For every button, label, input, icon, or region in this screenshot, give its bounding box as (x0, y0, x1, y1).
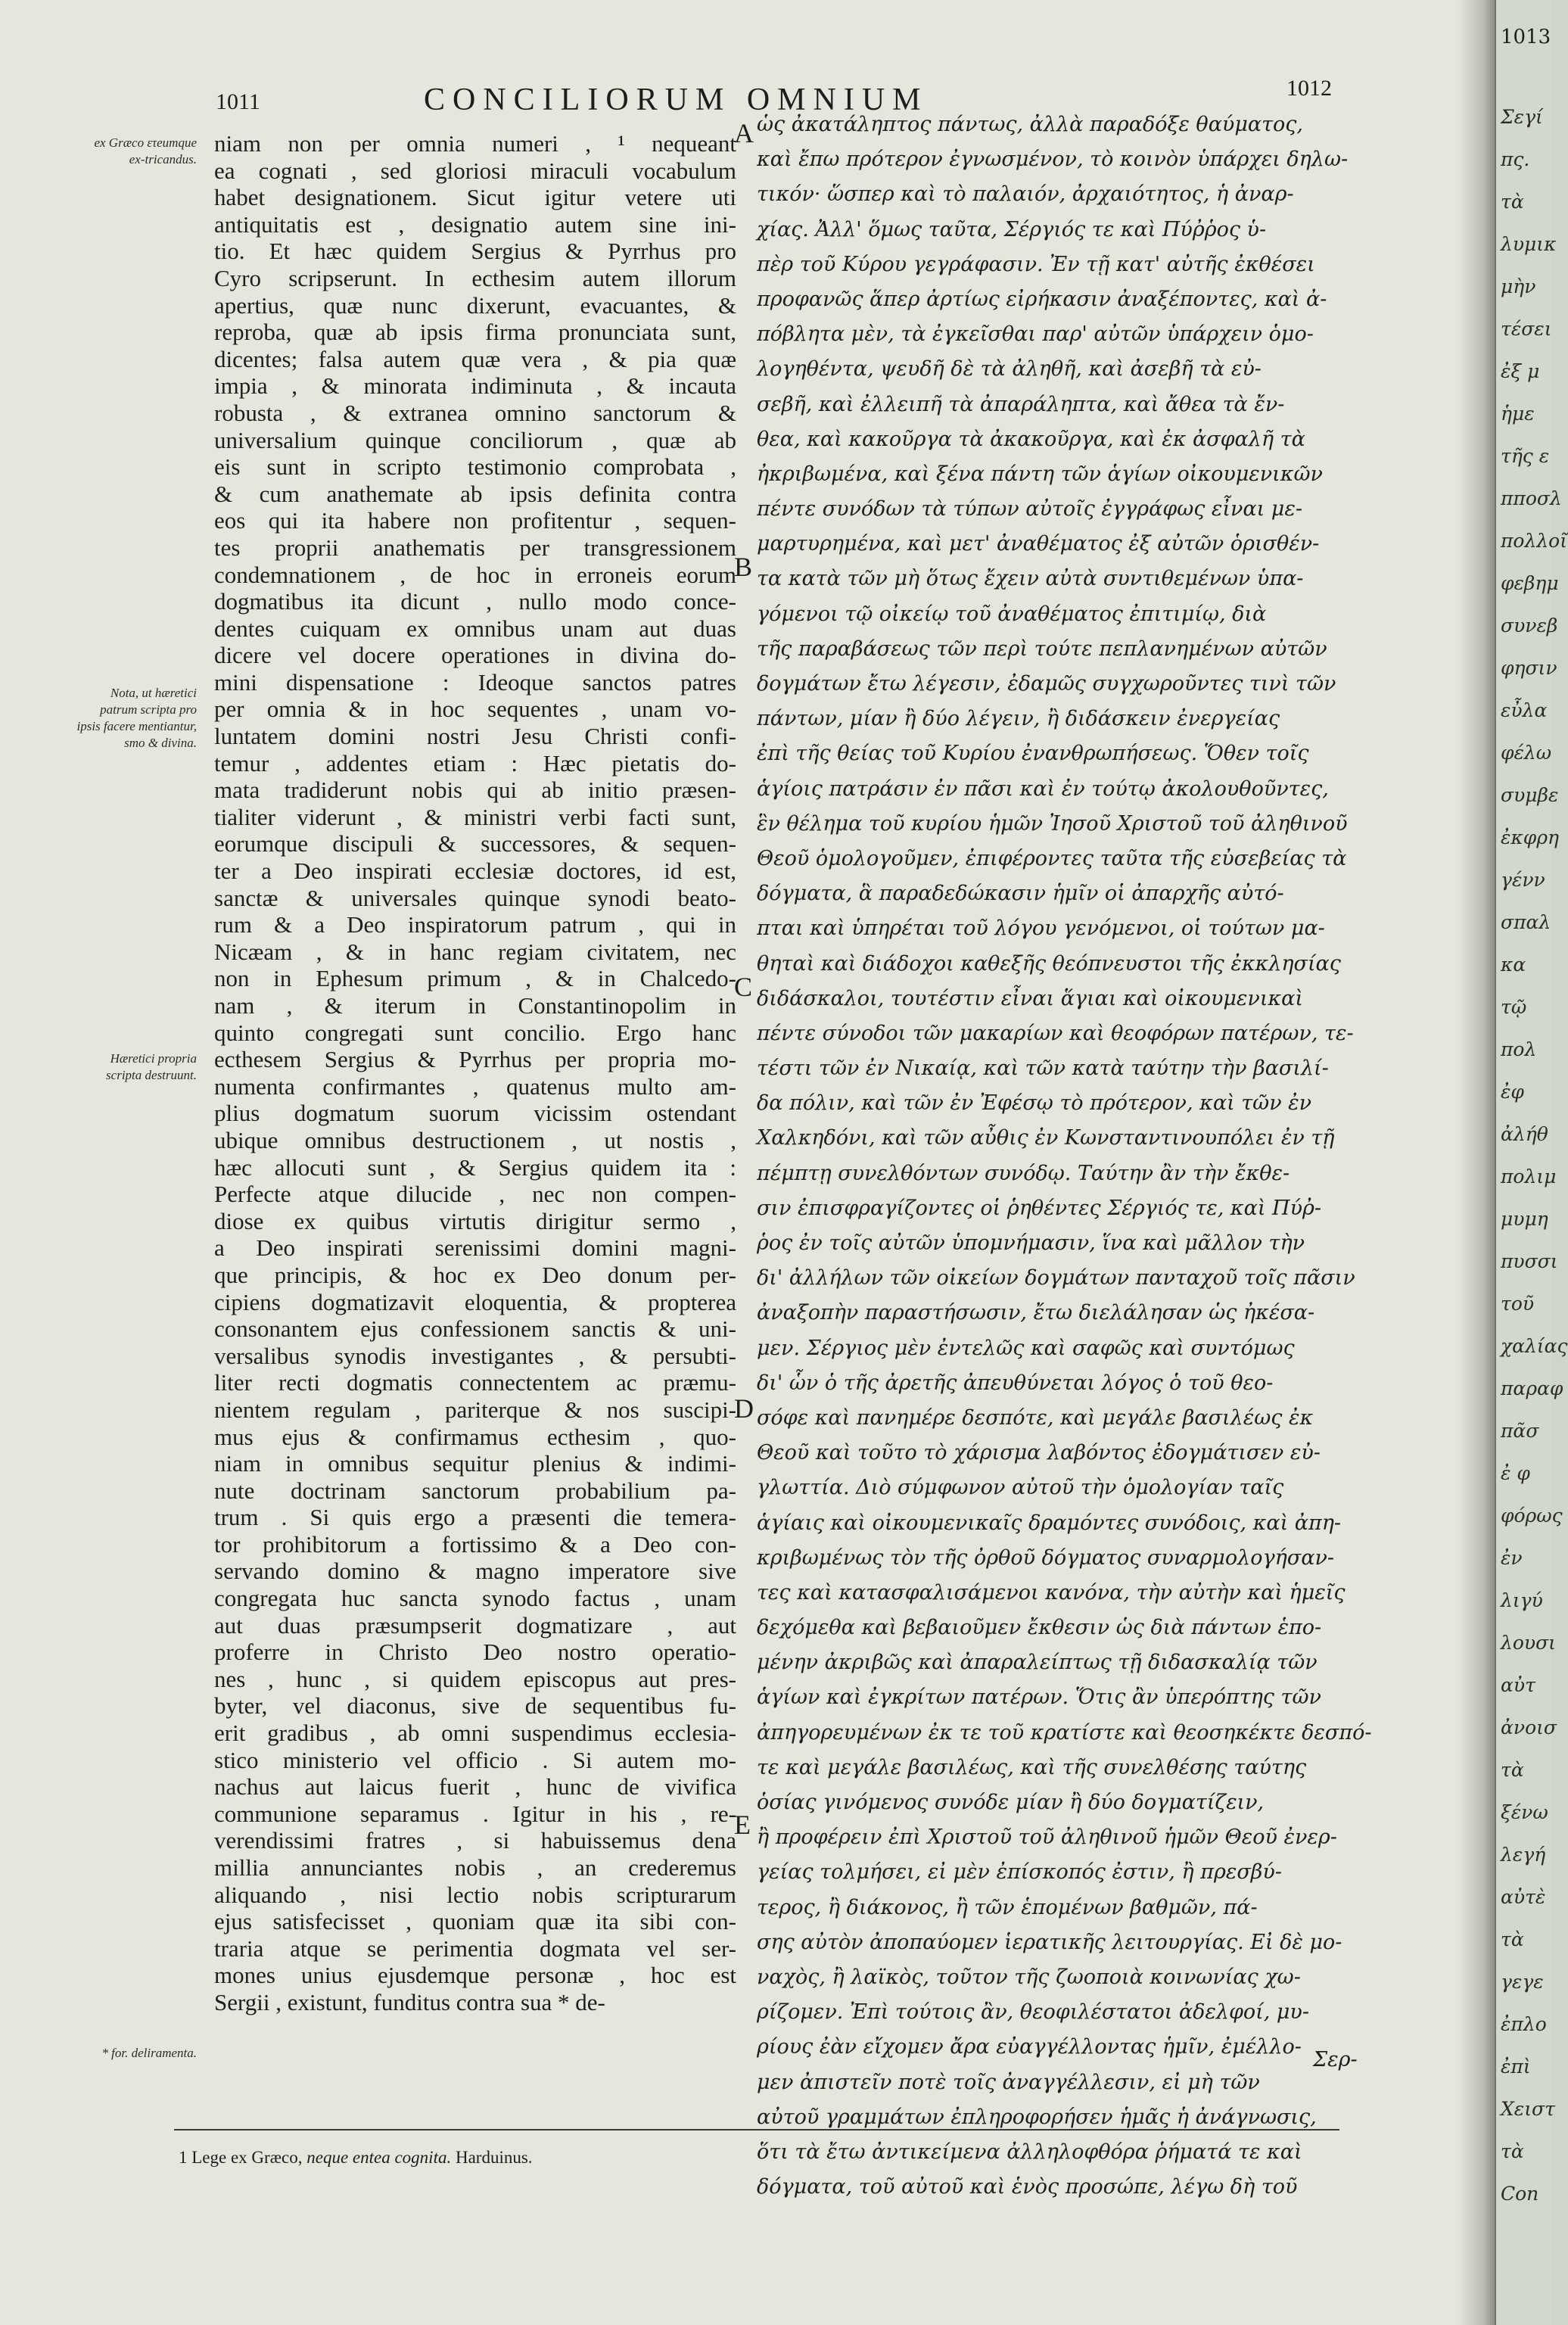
greek-line: ἓν θέλημα τοῦ κυρίου ἡμῶν Ἰησοῦ Χριστοῦ τοῦ ἀληθινοῦ (757, 811, 1348, 836)
latin-line: ter a Deo inspirati ecclesiæ doctores, id est, (214, 857, 736, 885)
greek-line: Χαλκηδόνι, καὶ τῶν αὖθις ἐν Κωνσταντινουπόλει ἐν τῇ (757, 1126, 1335, 1150)
section-marker: D (734, 1393, 754, 1424)
greek-line: ἀναξοπὴν παραστήσωσιν, ἔτω διελάλησαν ὡς ἠκέσα- (757, 1301, 1315, 1325)
latin-text-column (214, 130, 736, 2016)
latin-line: niam in omnibus sequitur plenius & indimi- (214, 1450, 736, 1477)
latin-line: eis sunt in scripto testimonio comprobata , (214, 453, 736, 481)
latin-line: millia annunciantes nobis , an crederemus (214, 1854, 736, 1881)
next-page-fragment: ἐπὶ (1501, 2056, 1531, 2078)
latin-line: aliquando , nisi lectio nobis scripturarum (214, 1881, 736, 1908)
latin-line: tes proprii anathematis per transgressionem (214, 534, 736, 561)
latin-line: numenta confirmantes , quatenus multo am- (214, 1072, 736, 1100)
greek-line: τέστι τῶν ἐν Νικαίᾳ, καὶ τῶν κατὰ ταύτην τὴν βασιλί- (757, 1057, 1329, 1081)
latin-line: mini dispensatione : Ideoque sanctos patres (214, 668, 736, 696)
footnote-author: Harduinus. (455, 2148, 533, 2167)
next-page-fragment: πᾶσ (1501, 1420, 1539, 1442)
catchword: Σερ- (1313, 2048, 1358, 2071)
greek-line: σης αὐτὸν ἀποπαύομεν ἱερατικῆς λειτουργίας. Εἰ δὲ μο- (757, 1930, 1342, 1954)
latin-line: dogmatibus ita dicunt , nullo modo conce- (214, 588, 736, 615)
greek-line: ἠκριβωμένα, καὶ ξένα πάντη τῶν ἁγίων οἰκουμενικῶν (757, 462, 1323, 486)
latin-line: & cum anathemate ab ipsis definita contra (214, 480, 736, 507)
latin-line: eorumque discipuli & successores, & sequen- (214, 830, 736, 857)
next-page-fragment: ἐξ μ (1501, 360, 1540, 382)
latin-line: byter, vel diaconus, sive de sequentibus fu- (214, 1692, 736, 1720)
greek-line: δογμάτων ἔτω λέγεσιν, ἐδαμῶς συγχωροῦντες τινὶ τῶν (757, 672, 1336, 696)
latin-line: nachus aut laicus fuerit , hunc de vivifica (214, 1773, 736, 1801)
latin-line: communione separamus . Igitur in his , re- (214, 1800, 736, 1827)
next-page-fragment: γεγε (1501, 1971, 1544, 1993)
next-page-fragment: λυμικ (1501, 233, 1557, 255)
latin-line: dicere vel docere operationes in divina do- (214, 642, 736, 669)
greek-line: γείας τολμήσει, εἰ μὲν ἐπίσκοπός ἐστιν, ἢ πρεσβύ- (757, 1860, 1282, 1885)
greek-line: ρίους ἐὰν εἴχομεν ἄρα εὐαγγέλλοντας ἡμῖν, ἐμέλλο- (757, 2035, 1302, 2059)
greek-line: προφανῶς ἅπερ ἀρτίως εἰρήκασιν ἀναξέποντες, καὶ ἀ- (757, 287, 1327, 311)
greek-line: χίας. Ἀλλ' ὅμως ταῦτα, Σέργιός τε καὶ Πύῤῥος ὑ- (757, 217, 1267, 241)
section-marker: C (734, 972, 753, 1002)
marginal-note: Hæretici propria scripta destruunt. (106, 1051, 197, 1082)
latin-line: erit gradibus , ab omni suspendimus ecclesia- (214, 1720, 736, 1747)
next-page-fragment: τοῦ (1501, 1293, 1535, 1315)
next-page-fragment: μὴν (1501, 275, 1536, 297)
greek-line: αὐτοῦ γραμμάτων ἐπληροφορήσεν ἡμᾶς ἡ ἀνάγνωσις, (757, 2105, 1317, 2129)
greek-line: τῆς παραβάσεως τῶν περὶ τούτε πεπλανημένων αὐτῶν (757, 636, 1327, 661)
latin-line: temur , addentes etiam : Hæc pietatis do- (214, 749, 736, 777)
greek-line: πέμπτῃ συνελθόντων συνόδῳ. Ταύτην ἂν τὴν ἔκθε- (757, 1161, 1290, 1185)
next-page-fragment: λουσι (1501, 1632, 1556, 1654)
next-page-fragment: τῷ (1501, 996, 1527, 1018)
next-page-fragment: Σεγί (1501, 106, 1543, 128)
greek-line: σιν ἐπισφραγίζοντες οἱ ῥηθέντες Σέργιός τε, καὶ Πύῤ- (757, 1196, 1321, 1220)
latin-line: apertius, quæ nunc dixerunt, evacuantes, & (214, 291, 736, 319)
greek-line: Θεοῦ ὁμολογοῦμεν, ἐπιφέροντες ταῦτα τῆς εὐσεβείας τὰ (757, 846, 1347, 870)
greek-line: δι' ἀλλήλων τῶν οἰκείων δογμάτων πανταχοῦ τοῖς πᾶσιν (757, 1266, 1355, 1290)
greek-line: ἐπὶ τῆς θείας τοῦ Κυρίου ἐνανθρωπήσεως. Ὅθεν τοῖς (757, 742, 1309, 766)
next-page-number: 1013 (1501, 26, 1551, 48)
latin-line: rum & a Deo inspiratorum patrum , qui in (214, 911, 736, 938)
latin-line: tio. Et hæc quidem Sergius & Pyrrhus pro (214, 238, 736, 265)
footnote-number: 1 (179, 2148, 188, 2167)
latin-line: luntatem domini nostri Jesu Christi confi- (214, 723, 736, 750)
greek-line: τε καὶ μεγάλε βασιλέως, καὶ τῆς συνελθέσης ταύτης (757, 1755, 1307, 1779)
greek-line: Θεοῦ καὶ τοῦτο τὸ χάρισμα λαβόντος ἐδογμάτισεν εὐ- (757, 1441, 1321, 1465)
latin-line: stico ministerio vel officio . Si autem mo- (214, 1746, 736, 1773)
greek-line: γλωττία. Διὸ σύμφωνον αὐτοῦ τὴν ὁμολογίαν ταῖς (757, 1476, 1284, 1500)
latin-line: a Deo inspirati serenissimi domini magni- (214, 1234, 736, 1262)
next-page-fragment: μυμη (1501, 1208, 1548, 1230)
greek-line: ἁγίοις πατράσιν ἐν πᾶσι καὶ ἐν τούτῳ ἀκολουθοῦντες, (757, 777, 1329, 801)
next-page-fragment: κα (1501, 954, 1526, 976)
section-marker: A (734, 118, 754, 148)
latin-line: hæc allocuti sunt , & Sergius quidem ita : (214, 1153, 736, 1181)
next-page-fragment: τὰ (1501, 191, 1524, 213)
latin-line: mata tradiderunt nobis qui ab initio præsen- (214, 777, 736, 804)
greek-line: θηταὶ καὶ διάδοχοι καθεξῆς θεόπνευστοι τῆς ἐκκλησίας (757, 951, 1341, 976)
greek-line: ἁγίων καὶ ἐγκρίτων πατέρων. Ὅτις ἂν ὑπερόπτης τῶν (757, 1685, 1321, 1710)
greek-line: δόγματα, ἃ παραδεδώκασιν ἡμῖν οἱ ἀπαρχῆς αὐτό- (757, 882, 1284, 906)
latin-line: congregata huc sancta synodo factus , unam (214, 1585, 736, 1612)
next-page-fragment: αὐτ (1501, 1674, 1535, 1696)
latin-line: ubique omnibus destructionem , ut nostis , (214, 1126, 736, 1153)
latin-line: dentes cuiquam ex omnibus unam aut duas (214, 615, 736, 642)
greek-line: ναχὸς, ἢ λαϊκὸς, τοῦτον τῆς ζωοποιὰ κοινωνίας χω- (757, 1965, 1301, 1989)
next-page-fragment: ἀνοισ (1501, 1717, 1557, 1738)
greek-line: κριβωμένως τὸν τῆς ὀρθοῦ δόγματος συναρμολογήσαν- (757, 1545, 1334, 1570)
latin-line: ejus satisfecisset , quoniam quæ ita sibi con- (214, 1908, 736, 1935)
greek-line: σεβῆ, καὶ ἐλλειπῆ τὰ ἀπαράληπτα, καὶ ἄθεα τὰ ἔν- (757, 392, 1285, 416)
greek-line: μεν ἀπιστεῖν ποτὲ τοῖς ἀναγγέλλεσιν, εἰ μὴ τῶν (757, 2070, 1260, 2094)
next-page-fragment: πς. (1501, 148, 1530, 170)
greek-line: ὁσίας γινόμενος συνόδε μίαν ἢ δύο δογματίζειν, (757, 1791, 1265, 1814)
latin-line: proferre in Christo Deo nostro operatio- (214, 1639, 736, 1666)
next-page-fragment: εὖλα (1501, 699, 1548, 721)
latin-line: que principis, & hoc ex Deo donum per- (214, 1261, 736, 1288)
greek-line: μένην ἀκριβῶς καὶ ἀπαραλείπτως τῇ διδασκαλίᾳ τῶν (757, 1651, 1318, 1675)
greek-line: πόβλητα μὲν, τὰ ἐγκεῖσθαι παρ' αὐτῶν ὑπάρχειν ὁμο- (757, 322, 1314, 347)
greek-line: ἁγίαις καὶ οἰκουμενικαῖς δραμόντες συνόδοις, καὶ ἀπη- (757, 1511, 1342, 1535)
latin-line: tor prohibitorum a fortissimo & a Deo con- (214, 1530, 736, 1558)
next-page-fragment: συμβε (1501, 784, 1559, 806)
latin-line: diose ex quibus virtutis dirigitur sermo , (214, 1207, 736, 1234)
next-page-fragment: σπαλ (1501, 911, 1551, 933)
greek-line: θεα, καὶ κακοῦργα τὰ ἀκακοῦργα, καὶ ἐκ ἀσφαλῆ τὰ (757, 427, 1305, 451)
latin-line: Perfecte atque dilucide , nec non compen- (214, 1181, 736, 1208)
latin-line: dicentes; falsa autem quæ vera , & pia quæ (214, 345, 736, 372)
marginal-note: * for. deliramenta. (101, 2046, 197, 2060)
next-page-fragment: Χειστ (1501, 2098, 1555, 2120)
next-page-fragment: ἀλήθ (1501, 1123, 1548, 1145)
next-page-fragment: πολ (1501, 1038, 1537, 1060)
latin-line: nientem regulam , pariterque & nos suscipi- (214, 1396, 736, 1423)
latin-line: robusta , & extranea omnino sanctorum & (214, 399, 736, 426)
marginal-note: ex Græco ετeumque ex-tricandus. (94, 135, 197, 167)
next-page-fragment: Con (1501, 2183, 1539, 2205)
next-page-fragment: φησιν (1501, 657, 1557, 679)
greek-line: ῥος ἐν τοῖς αὐτῶν ὑπομνήμασιν, ἵνα καὶ μᾶλλον τὴν (757, 1231, 1305, 1255)
next-page-fragment: πυσσι (1501, 1250, 1558, 1272)
next-page-fragment: φόρως (1501, 1505, 1563, 1527)
next-page-fragment: τὰ (1501, 2140, 1524, 2162)
greek-line: διδάσκαλοι, τουτέστιν εἶναι ἅγιαι καὶ οἰκουμενικαὶ (757, 986, 1303, 1010)
latin-line: condemnationem , de hoc in erroneis eorum (214, 561, 736, 588)
greek-text-column (757, 107, 1372, 2205)
footnote-text: Lege ex Græco, (191, 2148, 303, 2167)
latin-line: reproba, quæ ab ipsis firma pronunciata sunt, (214, 319, 736, 346)
latin-line: consonantem ejus confessionem sanctis & uni- (214, 1315, 736, 1343)
greek-line: τερος, ἢ διάκονος, ἢ τῶν ἑπομένων βαθμῶν, πά- (757, 1895, 1258, 1919)
next-page-fragment: ἐ φ (1501, 1462, 1530, 1484)
latin-line: verendissimi fratres , si habuissemus dena (214, 1827, 736, 1854)
greek-line: ἢ προφέρειν ἐπὶ Χριστοῦ τοῦ ἀληθινοῦ ἡμῶν Θεοῦ ἐνερ- (757, 1825, 1337, 1850)
greek-line: καὶ ἔπω πρότερον ἐγνωσμένον, τὸ κοινὸν ὑπάρχει δηλω- (757, 148, 1349, 172)
next-page-fragment: πολλοῖ (1501, 530, 1568, 552)
latin-line: impia , & minorata indiminuta , & incauta (214, 372, 736, 400)
footnote-italic: neque entea cognita. (306, 2148, 452, 2167)
book-gutter (1457, 0, 1495, 2325)
greek-line: τα κατὰ τῶν μὴ ὅτως ἔχειν αὐτὰ συντιθεμένων ὑπα- (757, 567, 1304, 591)
latin-line: cipiens dogmatizavit eloquentia, & propterea (214, 1288, 736, 1315)
greek-line: ὡς ἀκατάληπτος πάντως, ἀλλὰ παραδόξε θαύματος, (757, 113, 1304, 136)
latin-line: plius dogmatum suorum vicissim ostendant (214, 1100, 736, 1127)
greek-line: ὅτι τὰ ἔτω ἀντικείμενα ἀλληλοφθόρα ῥήματά τε καὶ (757, 2140, 1302, 2164)
greek-line: πται καὶ ὑπηρέται τοῦ λόγου γενόμενοι, οἱ τούτων μα- (757, 917, 1325, 941)
latin-line: mus ejus & confirmamus ecthesim , quo- (214, 1423, 736, 1450)
latin-line: servando domino & magno imperatore sive (214, 1558, 736, 1585)
greek-line: τικόν· ὥσπερ καὶ τὸ παλαιόν, ἀρχαιότητος, ἡ ἀναρ- (757, 182, 1294, 207)
next-page-fragment: αὐτὲ (1501, 1886, 1546, 1908)
section-marker: E (734, 1810, 751, 1840)
greek-line: ρίζομεν. Ἐπὶ τούτοις ἂν, θεοφιλέστατοι ἀδελφοί, μυ- (757, 2000, 1309, 2025)
next-page-fragment: λεγή (1501, 1844, 1546, 1866)
page-number-right: 1012 (1286, 76, 1332, 101)
footnote-rule (174, 2129, 1339, 2130)
next-page-fragment: πποσλ (1501, 487, 1562, 509)
greek-line: δι' ὧν ὁ τῆς ἀρετῆς ἀπευθύνεται λόγος ὁ τοῦ θεο- (757, 1371, 1274, 1395)
greek-line: πέντε σύνοδοι τῶν μακαρίων καὶ θεοφόρων πατέρων, τε- (757, 1021, 1354, 1045)
greek-line: λογηθέντα, ψευδῆ δὲ τὰ ἀληθῆ, καὶ ἀσεβῆ τὰ εὐ- (757, 357, 1262, 381)
greek-line: μεν. Σέργιος μὲν ἐντελῶς καὶ σαφῶς καὶ συντόμως (757, 1336, 1295, 1360)
next-page-fragment: ἐκφρη (1501, 826, 1559, 848)
footnote (179, 2148, 533, 2168)
latin-line: mones unius ejusdemque personæ , hoc est (214, 1962, 736, 1989)
next-page-fragment: ἡμε (1501, 403, 1535, 425)
latin-line: non in Ephesum primum , & in Chalcedo- (214, 965, 736, 992)
next-page-fragment: χαλίας (1501, 1335, 1568, 1357)
greek-line: μαρτυρημένα, καὶ μετ' ἀναθέματος ἐξ αὐτῶν ὁρισθέν- (757, 532, 1320, 556)
greek-line: σόφε καὶ πανημέρε δεσπότε, καὶ μεγάλε βασιλέως ἐκ (757, 1405, 1314, 1430)
latin-line: per omnia & in hoc sequentes , unam vo- (214, 696, 736, 723)
latin-line: Sergii , existunt, funditus contra sua * de- (214, 1988, 605, 2015)
greek-line: δα πόλιν, καὶ τῶν ἐν Ἐφέσῳ τὸ πρότερον, καὶ τῶν ἐν (757, 1091, 1312, 1116)
latin-line: ea cognati , sed gloriosi miraculi vocabulum (214, 157, 736, 184)
next-page-fragment: τὰ (1501, 1759, 1524, 1781)
greek-line: πάντων, μίαν ἢ δύο λέγειν, ἢ διδάσκειν ἐνεργείας (757, 707, 1280, 731)
next-page-fragment: τῆς ε (1501, 445, 1550, 467)
latin-line: tialiter viderunt , & ministri verbi facti sunt, (214, 803, 736, 830)
greek-line: δόγματα, τοῦ αὐτοῦ καὶ ἑνὸς προσώπε, λέγω δὴ τοῦ (757, 2175, 1298, 2199)
latin-line: antiquitatis est , designatio autem sine ini- (214, 210, 736, 238)
latin-line: traria atque se perimentia dogmata vel ser- (214, 1934, 736, 1962)
greek-line: ἀπηγορευμένων ἐκ τε τοῦ κρατίστε καὶ θεοσηκέκτε δεσπό- (757, 1720, 1372, 1745)
latin-line: niam non per omnia numeri , ¹ nequeant (214, 130, 736, 157)
next-page-fragment: τέσει (1501, 318, 1552, 340)
greek-line: τες καὶ κατασφαλισάμενοι κανόνα, τὴν αὐτὴν καὶ ἡμεῖς (757, 1580, 1346, 1604)
latin-line: ecthesem Sergius & Pyrrhus per propria mo- (214, 1046, 736, 1073)
greek-line: πέντε συνόδων τὰ τύπων αὐτοῖς ἐγγράφως εἶναι με- (757, 497, 1302, 521)
latin-line: sanctæ & universales quinque synodi beato- (214, 884, 736, 911)
next-page-fragment: φέλω (1501, 742, 1552, 764)
latin-line: liter recti dogmatis connectentem ac præmu- (214, 1369, 736, 1396)
next-page-fragment: ἐπλο (1501, 2013, 1547, 2035)
latin-line: quinto congregati sunt concilio. Ergo hanc (214, 1019, 736, 1046)
next-page-fragment: φεβημ (1501, 572, 1559, 594)
next-page-fragment: παραφ (1501, 1377, 1563, 1399)
latin-line: Cyro scripserunt. In ecthesim autem illorum (214, 264, 736, 291)
latin-line: habet designationem. Sicut igitur vetere uti (214, 184, 736, 211)
latin-line: nam , & iterum in Constantinopolim in (214, 992, 736, 1019)
marginal-note: Nota, ut hæretici patrum scripta pro ipsis facere mentiantur, smo & divina. (76, 686, 197, 750)
running-title: CONCILIORUM OMNIUM (424, 82, 929, 117)
latin-line: eos qui ita habere non profitentur , sequen- (214, 507, 736, 534)
latin-line: nute doctrinam sanctorum probabilium pa- (214, 1477, 736, 1504)
next-page-fragment: ξένω (1501, 1801, 1548, 1823)
latin-line: nes , hunc , si quidem episcopus aut pres- (214, 1665, 736, 1692)
section-marker: B (734, 552, 753, 582)
latin-line: aut duas præsumpserit dogmatizare , aut (214, 1611, 736, 1639)
latin-line: trum . Si quis ergo a præsenti die temera- (214, 1504, 736, 1531)
greek-line: δεχόμεθα καὶ βεβαιοῦμεν ἔκθεσιν ὡς διὰ πάντων ἑπο- (757, 1616, 1322, 1640)
page-number-left: 1011 (216, 89, 260, 114)
next-page-fragment: ἐν (1501, 1547, 1523, 1569)
next-page-fragment: λιγύ (1501, 1589, 1543, 1611)
greek-line: πὲρ τοῦ Κύρου γεγράφασιν. Ἐν τῇ κατ' αὐτῆς ἐκθέσει (757, 252, 1315, 276)
greek-line: γόμενοι τῷ οἰκείῳ τοῦ ἀναθέματος ἐπιτιμίῳ, διὰ (757, 602, 1267, 626)
latin-line: versalibus synodis investigantes , & persubti- (214, 1342, 736, 1369)
latin-line: Nicæam , & in hanc regiam civitatem, nec (214, 938, 736, 965)
next-page-fragment: συνεβ (1501, 615, 1558, 636)
next-page-fragment: γένν (1501, 869, 1545, 891)
latin-line: universalium quinque conciliorum , quæ ab (214, 426, 736, 453)
next-page-fragment: ἐφ (1501, 1081, 1524, 1103)
next-page-fragment: τὰ (1501, 1928, 1524, 1950)
next-page-fragment: πολιμ (1501, 1166, 1557, 1187)
next-page-edge (1495, 0, 1568, 2325)
